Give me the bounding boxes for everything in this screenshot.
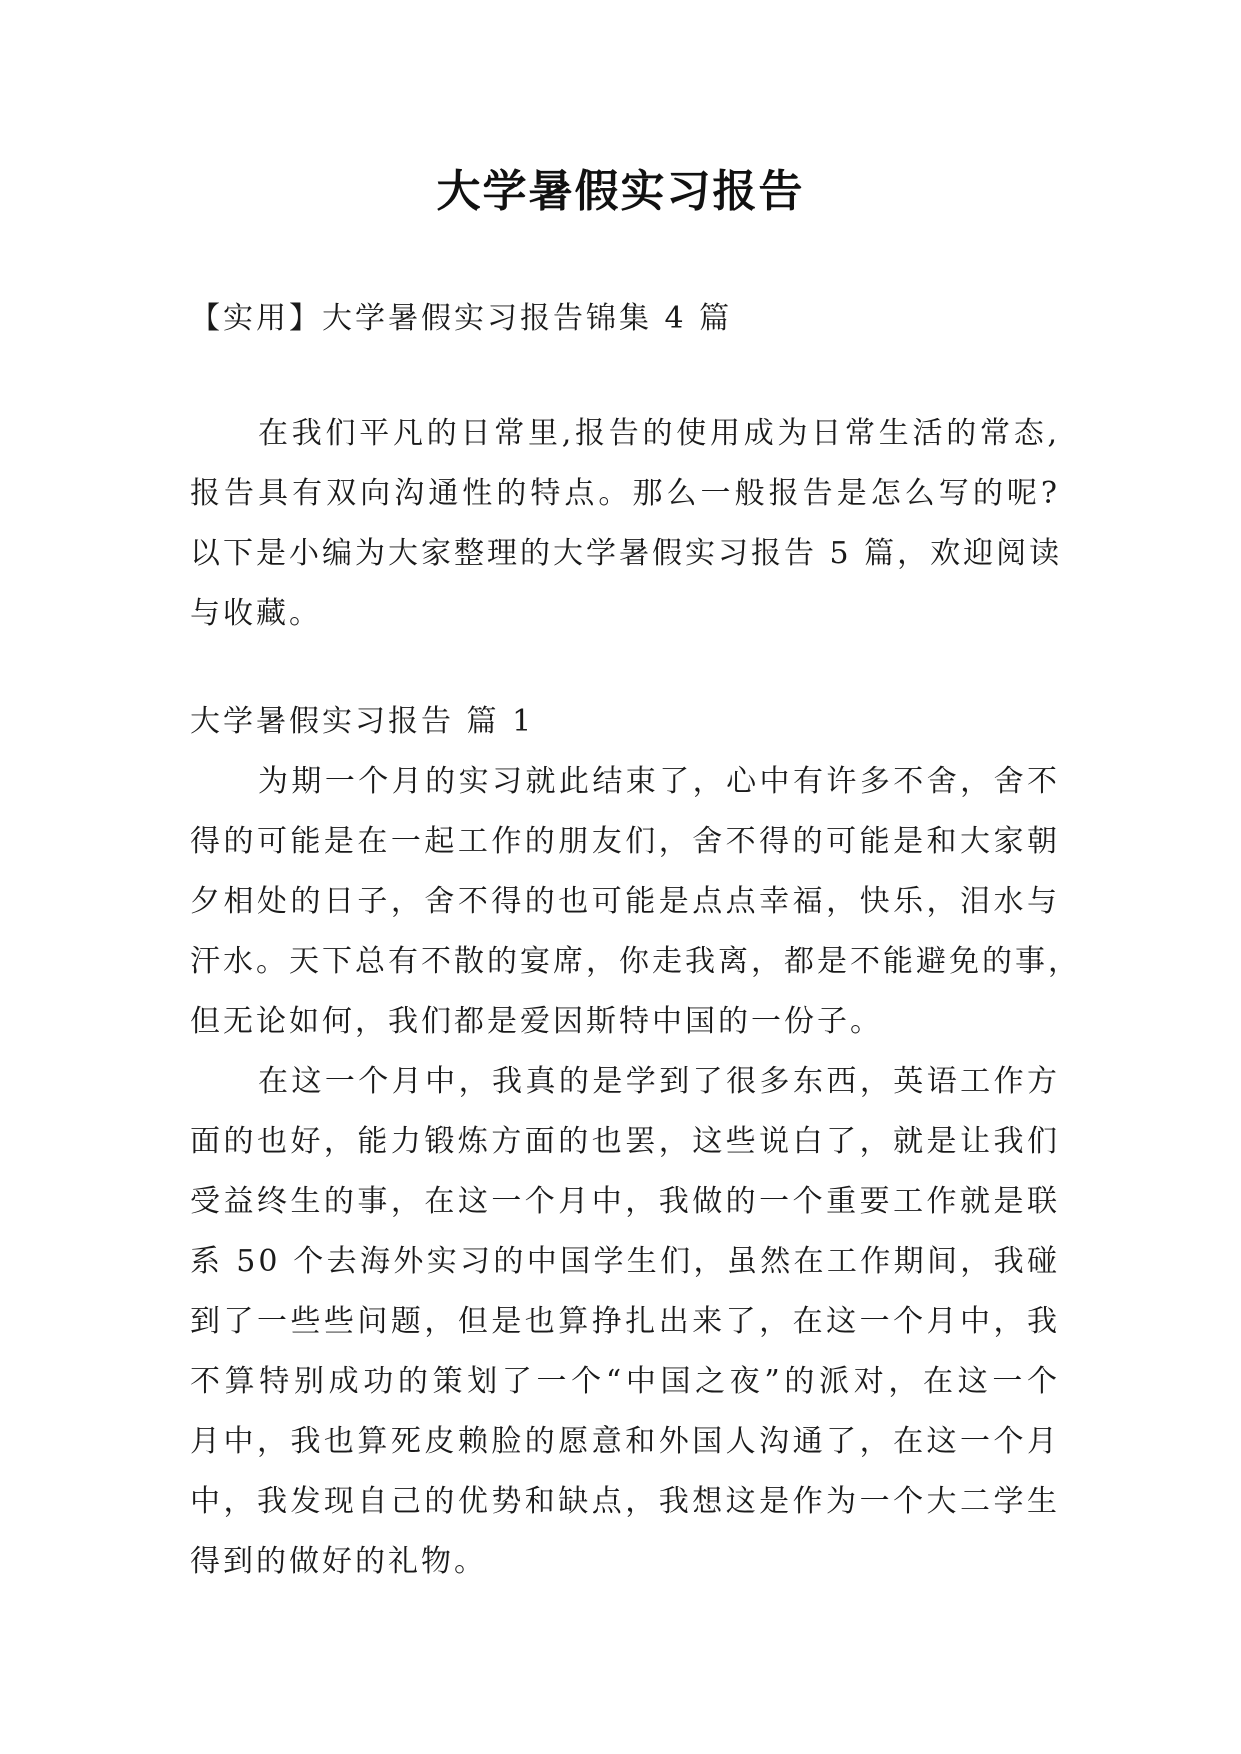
text-line: 不算特别成功的策划了一个“中国之夜”的派对，在这一个 (190, 1364, 1060, 1399)
text-line: 得到的做好的礼物。 (190, 1544, 487, 1579)
text-line: 得的可能是在一起工作的朋友们，舍不得的可能是和大家朝 (190, 824, 1060, 859)
text-line: 到了一些些问题，但是也算挣扎出来了，在这一个月中，我 (190, 1304, 1060, 1339)
intro-paragraph (190, 404, 1063, 644)
text-line: 在这一个月中，我真的是学到了很多东西，英语工作方 (258, 1064, 1060, 1099)
text-line: 报告具有双向沟通性的特点。那么一般报告是怎么写的呢? (190, 476, 1060, 511)
text-line: 面的也好，能力锻炼方面的也罢，这些说白了，就是让我们 (190, 1124, 1060, 1159)
text-line: 在我们平凡的日常里,报告的使用成为日常生活的常态, (258, 416, 1060, 451)
text-line: 但无论如何，我们都是爱因斯特中国的一份子。 (190, 1004, 883, 1039)
section-paragraph-1 (190, 752, 1081, 1052)
text-line: 系 50 个去海外实习的中国学生们，虽然在工作期间，我碰 (190, 1244, 1060, 1279)
text-line: 中，我发现自己的优势和缺点，我想这是作为一个大二学生 (190, 1484, 1060, 1519)
section-paragraph-2 (190, 1052, 1060, 1592)
text-line: 与收藏。 (190, 596, 322, 631)
text-line: 受益终生的事，在这一个月中，我做的一个重要工作就是联 (190, 1184, 1060, 1219)
document-subtitle: 【实用】大学暑假实习报告锦集 4 篇 (190, 301, 733, 336)
text-line: 月中，我也算死皮赖脸的愿意和外国人沟通了，在这一个月 (190, 1424, 1060, 1459)
text-line: 汗水。天下总有不散的宴席，你走我离，都是不能避免的事， (190, 944, 1081, 979)
text-line: 为期一个月的实习就此结束了，心中有许多不舍，舍不 (258, 764, 1060, 799)
text-line: 以下是小编为大家整理的大学暑假实习报告 5 篇，欢迎阅读 (190, 536, 1063, 571)
text-line: 夕相处的日子，舍不得的也可能是点点幸福，快乐，泪水与 (190, 884, 1060, 919)
document-title: 大学暑假实习报告 (436, 166, 805, 217)
section-heading: 大学暑假实习报告 篇 1 (190, 704, 535, 739)
